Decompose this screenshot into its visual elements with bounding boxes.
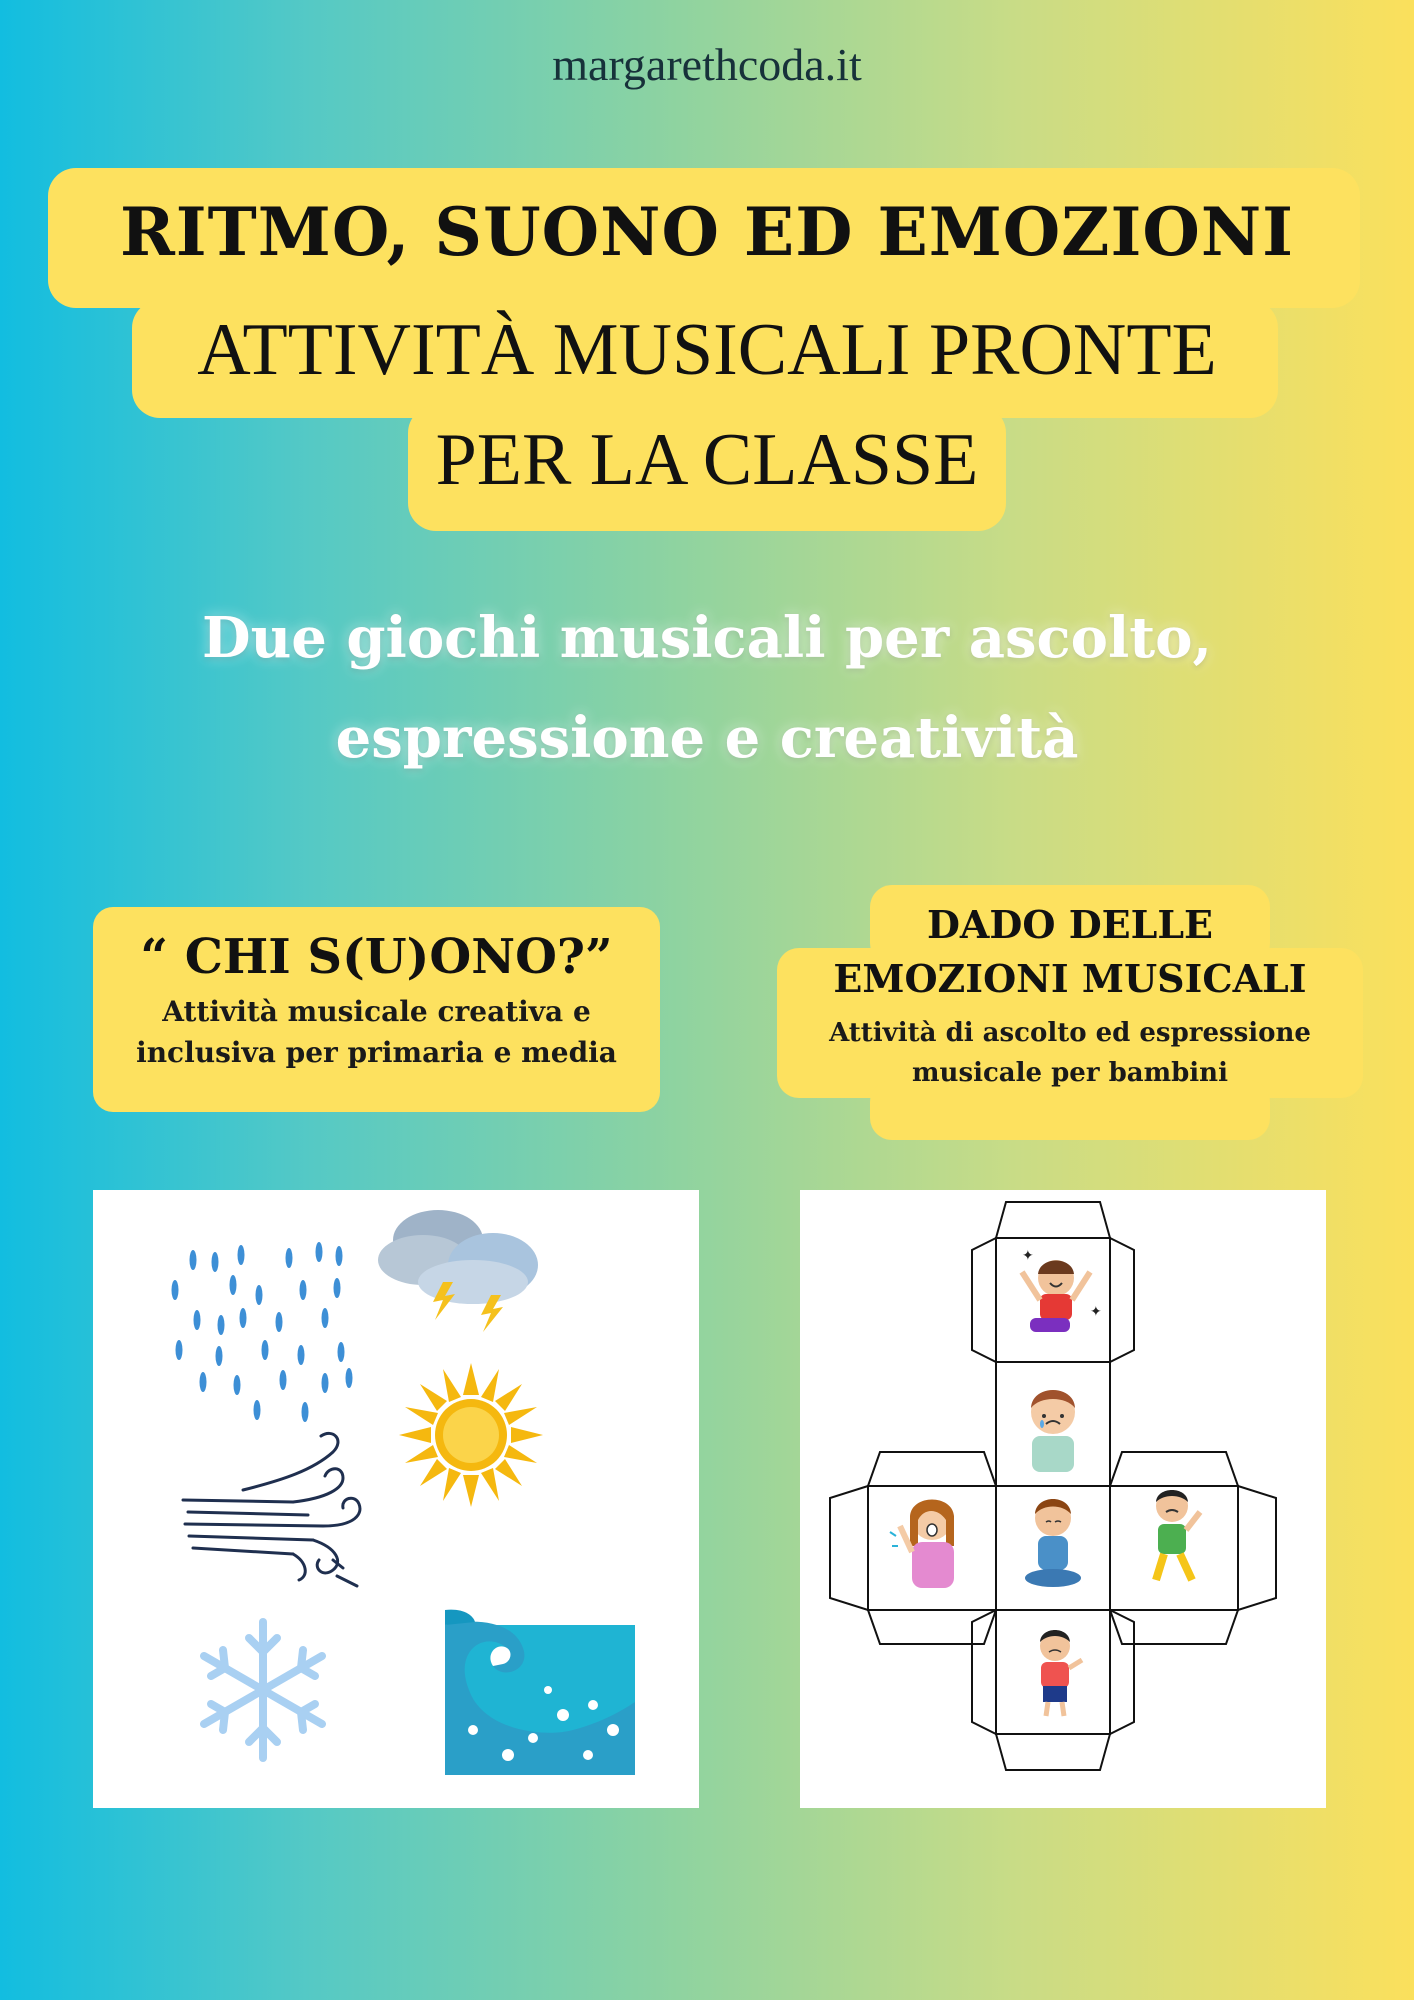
page-title-line3: PER LA CLASSE <box>435 419 979 501</box>
page-title: RITMO, SUONO ED EMOZIONI <box>119 193 1295 271</box>
dice-panel <box>800 1190 1326 1808</box>
sun-icon <box>399 1363 543 1507</box>
storm-cloud-icon <box>378 1210 538 1332</box>
snowflake-icon <box>204 1622 322 1758</box>
left-card-desc-1: Attività musicale creativa e <box>162 995 591 1028</box>
svg-text:✦: ✦ <box>1090 1304 1102 1320</box>
svg-text:✦: ✦ <box>1022 1248 1034 1264</box>
left-card-title: “ CHI S(U)ONO?” <box>140 929 613 985</box>
angry-child-icon <box>1156 1490 1200 1580</box>
rain-icon <box>172 1242 353 1422</box>
happy-child-icon <box>1022 1248 1102 1332</box>
wave-icon <box>445 1610 635 1775</box>
right-card-desc-2: musicale per bambini <box>912 1058 1228 1088</box>
site-url: margarethcoda.it <box>552 39 862 90</box>
calm-child-icon <box>1025 1499 1081 1587</box>
right-card-title-1: DADO DELLE <box>926 902 1214 947</box>
subtitle-line1: Due giochi musicali per ascolto, <box>202 605 1212 671</box>
right-card-text <box>777 900 1363 1088</box>
scared-child-icon <box>890 1500 954 1589</box>
right-card-bottom <box>870 1080 1270 1140</box>
wind-icon <box>183 1433 360 1586</box>
weather-panel <box>93 1190 699 1808</box>
subtitle-line2: espressione e creatività <box>335 705 1079 771</box>
page-title-line2: ATTIVITÀ MUSICALI PRONTE <box>197 309 1217 391</box>
right-card-desc-1: Attività di ascolto ed espressione <box>829 1018 1311 1048</box>
left-card-desc-2: inclusiva per primaria e media <box>136 1036 617 1069</box>
right-card-title-2: EMOZIONI MUSICALI <box>833 956 1307 1001</box>
sad-child-icon <box>1031 1390 1075 1472</box>
left-card <box>93 907 660 1112</box>
hurt-child-icon <box>1040 1630 1082 1716</box>
